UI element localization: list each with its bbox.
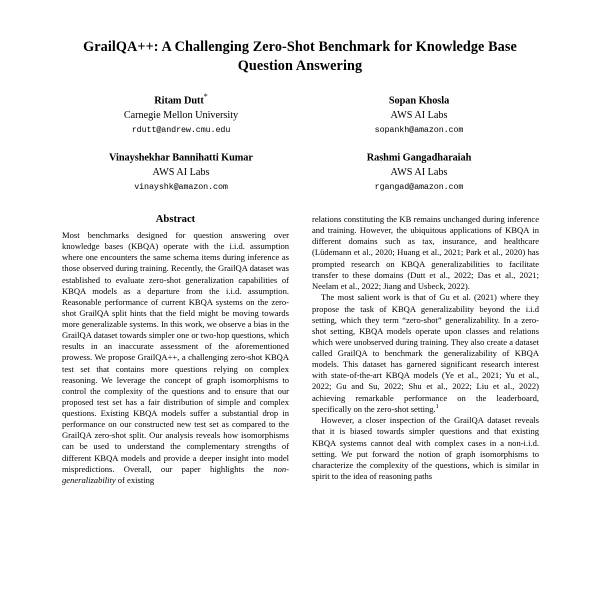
abstract-emphasis: non-generalizability [62,463,289,485]
body-columns [62,214,538,486]
intro-paragraph-three: However, a closer inspection of the GrailQA dataset reveals that it is biased towards simpler questions and that existing KBQA systems cannot deal with complex cases in a non-i.i.d. setting. We put forward the notion of graph isomorphisms to characterize the complexity of the questions, which is similar in spirit to the idea of reasoning paths [312,415,539,481]
author-affiliation: AWS AI Labs [390,109,448,121]
author-affiliation: Carnegie Mellon University [123,109,239,121]
author-email[interactable]: rdutt@andrew.cmu.edu [131,124,231,135]
right-column [312,214,539,486]
author-name [62,92,300,108]
author-entry [62,92,300,137]
author-name [62,149,300,165]
author-email[interactable]: vinayshk@amazon.com [134,182,228,193]
author-name [300,92,538,108]
author-list [62,92,538,207]
author-name-text: Rashmi Gangadharaiah [366,152,472,164]
footnote-marker[interactable]: 1 [435,402,439,410]
author-footnote-marker: * [203,91,208,101]
author-email[interactable]: rgangad@amazon.com [374,182,464,193]
abstract-heading: Abstract [155,214,196,226]
author-email[interactable]: sopankh@amazon.com [374,124,464,135]
page-title: GrailQA++: A Challenging Zero-Shot Benchmark for Knowledge Base Question Answering [83,39,517,74]
author-affiliation: AWS AI Labs [390,167,448,179]
abstract-text-part-2: of existing [115,474,155,485]
intro-paragraph-continued: relations constituting the KB remains unchanged during inference and training. However, the ubiquitous applications of KBQA in different domains such as tax, insurance, and healthcare (Lüdemann et al., 2020; Huang et al., 2021; Park et al., 2020) has prompted research on KBQA generalizabilities to facilitate transfer to these domains (Dutt et al., 2022; Das et al., 2021; Neelam et al., 2022; Jiang and Usbeck, 2022). [312,214,539,291]
intro-paragraph-two [312,292,539,414]
abstract-paragraph [62,230,289,486]
title-block [62,0,538,76]
author-entry [300,92,538,137]
intro-paragraph-two-text: The most salient work is that of Gu et al. (2021) where they propose the task of KBQA generalizability beyond the i.i.d setting, which they term “zero-shot” generalizability. In a zero-shot setting, KBQA models operate upon classes and relations which were unobserved during training. They also create a dataset called GrailQA to benchmark the generalizability of KBQA models. This dataset has garnered significant research interest with state-of-the-art KBQA models (Ye et al., 2021; Yu et al., 2022; Gu and Su, 2022; Shu et al., 2022; Liu et al., 2022) achieving remarkable performance on the leaderboard, specifically on the zero-shot setting. [312,292,539,414]
author-name-text: Ritam Dutt [154,95,204,107]
author-affiliation: AWS AI Labs [152,167,210,179]
left-column [62,214,289,486]
author-name-text: Sopan Khosla [388,95,450,107]
author-name [300,149,538,165]
abstract-text-part-1: Most benchmarks designed for question answering over knowledge bases (KBQA) operate with the i.i.d. assumption where one encounters the same schema items during inference as those observed during training. Recently, the GrailQA dataset was established to evaluate zero-shot generalization capabilities of KBQA models as a departure from the i.i.d. assumption. Reasonable performance of current KBQA systems on the zero-shot GrailQA split hints that the field might be moving towards more generalizable systems. In this work, we observe a bias in the GrailQA dataset towards simpler one or two-hop questions, which results in an inaccurate assessment of the aforementioned prowess. We propose GrailQA++, a challenging zero-shot KBQA test set that contains more questions relying on complex reasoning. We leverage the concept of graph isomorphisms to control the complexity of the questions and to ensure that our proposed test set has a fair distribution of simple and complex questions. Existing KBQA models suffer a substantial drop in performance on our constructed new test set as compared to the GrailQA zero-shot split. Our analysis reveals how isomorphisms can be used to understand the complementary strengths of different KBQA models and provide a deeper insight into model mispredictions. Overall, our paper highlights the [62,230,289,474]
author-entry [300,149,538,194]
author-entry [62,149,300,194]
author-name-text: Vinayshekhar Bannihatti Kumar [109,152,253,164]
